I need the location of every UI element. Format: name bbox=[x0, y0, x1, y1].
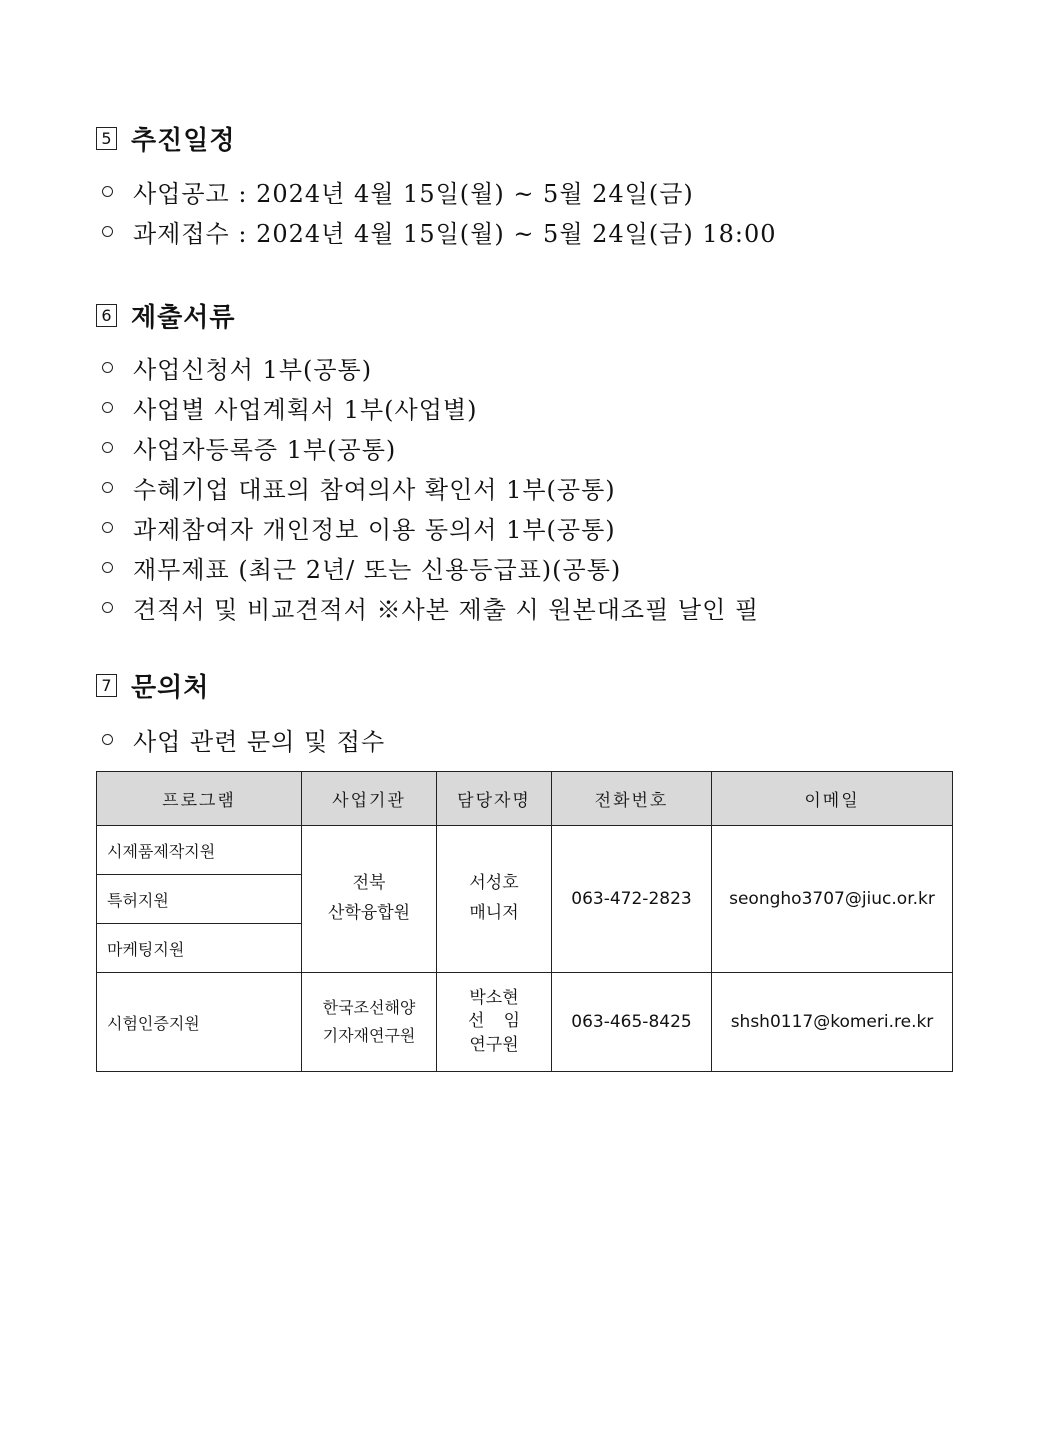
circle-bullet-icon bbox=[102, 186, 113, 197]
list-item bbox=[100, 587, 759, 627]
section-number-box: 6 bbox=[96, 304, 117, 327]
list-item bbox=[100, 347, 759, 387]
program-cell: 시제품제작지원 bbox=[97, 826, 302, 875]
section-number-box: 5 bbox=[96, 127, 117, 150]
org-cell bbox=[302, 973, 437, 1072]
list-item-text: 과제접수 : 2024년 4월 15일(월) ~ 5월 24일(금) 18:00 bbox=[133, 219, 777, 248]
table-row bbox=[97, 973, 953, 1072]
column-header: 이메일 bbox=[712, 772, 953, 826]
org-line: 기자재연구원 bbox=[322, 1026, 416, 1045]
list-item bbox=[100, 211, 777, 251]
list-item-text: 수혜기업 대표의 참여의사 확인서 1부(공통) bbox=[133, 475, 616, 504]
column-header: 프로그램 bbox=[97, 772, 302, 826]
section-heading-documents bbox=[96, 297, 235, 334]
list-item bbox=[100, 171, 777, 211]
column-header: 전화번호 bbox=[552, 772, 712, 826]
list-item bbox=[100, 547, 759, 587]
circle-bullet-icon bbox=[102, 602, 113, 613]
list-item-text: 사업공고 : 2024년 4월 15일(월) ~ 5월 24일(금) bbox=[133, 179, 694, 208]
contact-line: 연구원 bbox=[469, 1034, 519, 1055]
contact-line: 서성호 bbox=[469, 873, 519, 894]
contact-line: 매니저 bbox=[469, 903, 519, 923]
circle-bullet-icon bbox=[102, 442, 113, 453]
contact-name-cell bbox=[437, 826, 552, 973]
list-item-text: 재무제표 (최근 2년/ 또는 신용등급표)(공통) bbox=[133, 555, 622, 584]
contact-title bbox=[468, 1012, 520, 1032]
contact-name-cell bbox=[437, 973, 552, 1072]
schedule-list bbox=[100, 171, 777, 251]
phone-cell: 063-465-8425 bbox=[552, 973, 712, 1072]
list-item-text: 견적서 및 비교견적서 ※사본 제출 시 원본대조필 날인 필 bbox=[133, 595, 760, 624]
org-line: 한국조선해양 bbox=[322, 997, 416, 1017]
program-cell: 특허지원 bbox=[97, 875, 302, 924]
email-cell: seongho3707@jiuc.or.kr bbox=[712, 826, 953, 973]
contact-line: 박소현 bbox=[469, 987, 519, 1008]
contact-title-char: 선 bbox=[468, 1011, 485, 1032]
program-cell: 마케팅지원 bbox=[97, 924, 302, 973]
column-header: 사업기관 bbox=[302, 772, 437, 826]
section-title: 제출서류 bbox=[131, 303, 236, 333]
email-cell: shsh0117@komeri.re.kr bbox=[712, 973, 953, 1072]
org-line: 전북 bbox=[352, 873, 386, 894]
section-heading-contact bbox=[96, 667, 209, 704]
list-item bbox=[100, 719, 385, 759]
circle-bullet-icon bbox=[102, 482, 113, 493]
circle-bullet-icon bbox=[102, 562, 113, 573]
column-header: 담당자명 bbox=[437, 772, 552, 826]
list-item bbox=[100, 387, 759, 427]
phone-cell: 063-472-2823 bbox=[552, 826, 712, 973]
table-header-row bbox=[97, 772, 953, 826]
section-number-box: 7 bbox=[96, 674, 117, 697]
circle-bullet-icon bbox=[102, 734, 113, 745]
org-cell bbox=[302, 826, 437, 973]
contact-table bbox=[96, 771, 953, 1072]
section-heading-schedule bbox=[96, 120, 235, 157]
section-title: 문의처 bbox=[131, 673, 210, 703]
list-item-text: 사업자등록증 1부(공통) bbox=[133, 435, 397, 464]
table-row bbox=[97, 826, 953, 875]
list-item-text: 사업별 사업계획서 1부(사업별) bbox=[133, 395, 478, 424]
org-line: 산학융합원 bbox=[327, 903, 411, 923]
circle-bullet-icon bbox=[102, 226, 113, 237]
list-item bbox=[100, 427, 759, 467]
list-item bbox=[100, 467, 759, 507]
list-item bbox=[100, 507, 759, 547]
circle-bullet-icon bbox=[102, 362, 113, 373]
circle-bullet-icon bbox=[102, 402, 113, 413]
contact-title-char: 임 bbox=[503, 1011, 520, 1032]
list-item-text: 과제참여자 개인정보 이용 동의서 1부(공통) bbox=[133, 515, 616, 544]
program-cell: 시험인증지원 bbox=[97, 973, 302, 1072]
section-title: 추진일정 bbox=[131, 126, 236, 156]
circle-bullet-icon bbox=[102, 522, 113, 533]
list-item-text: 사업 관련 문의 및 접수 bbox=[133, 727, 386, 756]
documents-list bbox=[100, 347, 759, 627]
list-item-text: 사업신청서 1부(공통) bbox=[133, 355, 373, 384]
contact-list bbox=[100, 719, 385, 759]
